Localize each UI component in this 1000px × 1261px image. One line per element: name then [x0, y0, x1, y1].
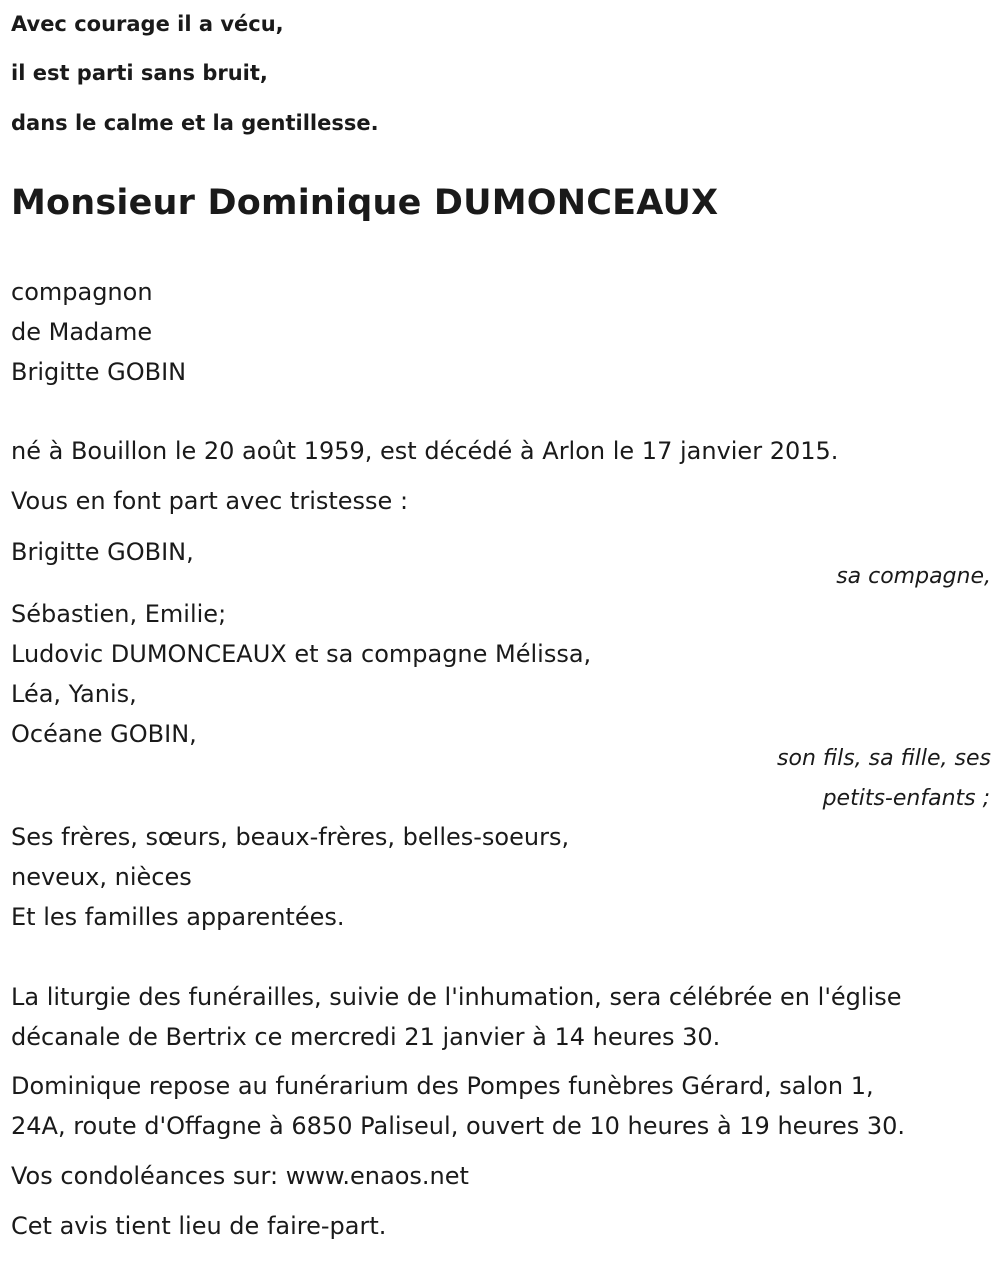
family-member: Ludovic DUMONCEAUX et sa compagne Mélissa,: [11, 640, 592, 668]
poem-line-3: dans le calme et la gentillesse.: [11, 111, 379, 135]
deceased-name: Monsieur Dominique DUMONCEAUX: [11, 183, 719, 223]
other-relatives-line-2: neveux, nièces: [11, 863, 192, 891]
other-relatives-line-1: Ses frères, sœurs, beaux-frères, belles-soeurs,: [11, 823, 570, 851]
poem-line-1: Avec courage il a vécu,: [11, 12, 284, 36]
partner-line-3: Brigitte GOBIN: [11, 358, 187, 386]
relation-children-line-2: petits-enfants ;: [822, 786, 990, 811]
other-relatives-line-3: Et les familles apparentées.: [11, 903, 345, 931]
ceremony-line-1: La liturgie des funérailles, suivie de l'inhumation, sera célébrée en l'église: [11, 983, 902, 1011]
announcement-line: Vous en font part avec tristesse :: [11, 487, 409, 515]
rest-line-2: 24A, route d'Offagne à 6850 Paliseul, ouvert de 10 heures à 19 heures 30.: [11, 1112, 906, 1140]
ceremony-line-2: décanale de Bertrix ce mercredi 21 janvier à 14 heures 30.: [11, 1023, 721, 1051]
poem-line-2: il est parti sans bruit,: [11, 61, 268, 85]
relation-children-line-1: son fils, sa fille, ses: [777, 746, 991, 771]
family-member: Sébastien, Emilie;: [11, 600, 227, 628]
family-member: Brigitte GOBIN,: [11, 538, 194, 566]
condolences-line: Vos condoléances sur: www.enaos.net: [11, 1162, 469, 1190]
relation-partner: sa compagne,: [836, 564, 991, 589]
partner-line-1: compagnon: [11, 278, 153, 306]
family-member: Léa, Yanis,: [11, 680, 137, 708]
family-member: Océane GOBIN,: [11, 720, 197, 748]
rest-line-1: Dominique repose au funérarium des Pompes funèbres Gérard, salon 1,: [11, 1072, 874, 1100]
partner-line-2: de Madame: [11, 318, 153, 346]
notice-line: Cet avis tient lieu de faire-part.: [11, 1212, 387, 1240]
birth-death-line: né à Bouillon le 20 août 1959, est décédé à Arlon le 17 janvier 2015.: [11, 437, 839, 465]
